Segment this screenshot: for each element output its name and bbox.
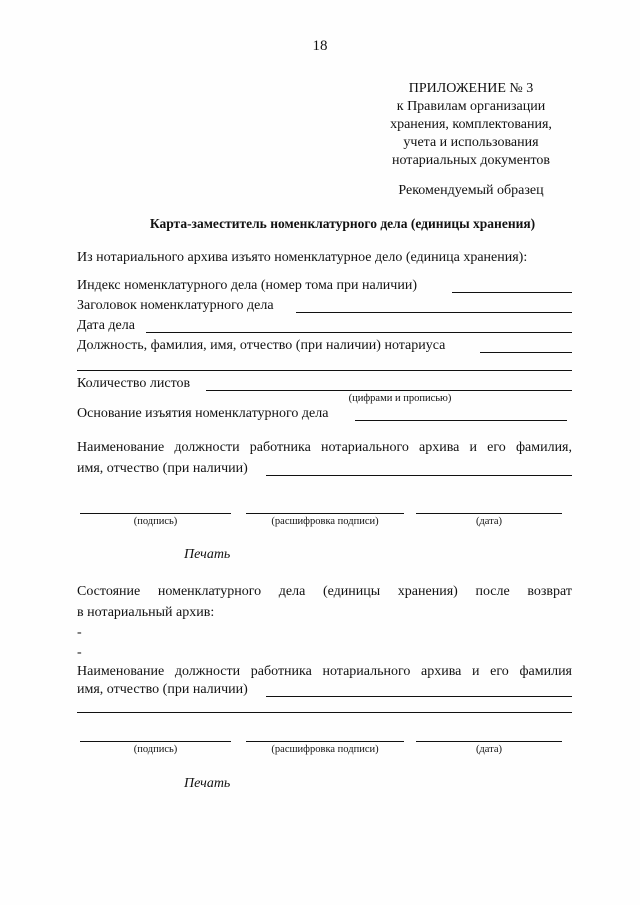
- stamp-label: Печать: [184, 776, 231, 791]
- appendix-heading: ПРИЛОЖЕНИЕ № 3: [408, 81, 534, 96]
- worker-name-fill-line[interactable]: [266, 474, 572, 476]
- signature-caption: (подпись): [133, 744, 178, 755]
- appendix-line: к Правилам организации: [396, 99, 546, 114]
- signature-date-line[interactable]: [416, 740, 562, 742]
- signature-date-caption: (дата): [475, 516, 503, 527]
- heading-label: Заголовок номенклатурного дела: [77, 298, 274, 313]
- signature-decode-caption: (расшифровка подписи): [271, 516, 379, 527]
- sample-note: Рекомендуемый образец: [398, 183, 544, 198]
- signature-line[interactable]: [80, 740, 231, 742]
- state-dash: -: [77, 625, 82, 640]
- stamp-label: Печать: [184, 547, 231, 562]
- state-line1: Состояние номенклатурного дела (единицы хранения) после возврат: [77, 584, 572, 599]
- sheets-label: Количество листов: [77, 376, 191, 391]
- appendix-line: хранения, комплектования,: [390, 117, 552, 132]
- date-label: Дата дела: [77, 318, 135, 333]
- page-number: 18: [312, 38, 328, 54]
- notary-label: Должность, фамилия, имя, отчество (при наличии) нотариуса: [77, 338, 446, 353]
- reason-fill-line[interactable]: [355, 419, 567, 421]
- signature-decode-line[interactable]: [246, 512, 404, 514]
- appendix-line: учета и использования: [403, 135, 539, 150]
- heading-fill-line[interactable]: [296, 311, 572, 313]
- state-line2: в нотариальный архив:: [77, 605, 215, 620]
- intro-text: Из нотариального архива изъято номенклатурное дело (единица хранения):: [77, 250, 528, 265]
- worker2-position-line2: имя, отчество (при наличии): [77, 682, 248, 697]
- notary-fill-line[interactable]: [480, 351, 572, 353]
- signature-caption: (подпись): [133, 516, 178, 527]
- signature-decode-line[interactable]: [246, 740, 404, 742]
- worker2-extra-line[interactable]: [77, 711, 572, 713]
- date-fill-line[interactable]: [146, 331, 572, 333]
- reason-label: Основание изъятия номенклатурного дела: [77, 406, 329, 421]
- sheets-hint: (цифрами и прописью): [348, 393, 452, 404]
- worker-position-line1: Наименование должности работника нотариального архива и его фамилия,: [77, 440, 572, 455]
- index-label: Индекс номенклатурного дела (номер тома при наличии): [77, 278, 417, 293]
- signature-date-caption: (дата): [475, 744, 503, 755]
- state-dash: -: [77, 645, 82, 660]
- signature-date-line[interactable]: [416, 512, 562, 514]
- appendix-line: нотариальных документов: [391, 153, 551, 168]
- notary-extra-line[interactable]: [77, 369, 572, 371]
- form-title: Карта-заместитель номенклатурного дела (единицы хранения): [149, 216, 536, 231]
- index-fill-line[interactable]: [452, 291, 572, 293]
- worker2-name-fill-line[interactable]: [266, 695, 572, 697]
- worker2-position-line1: Наименование должности работника нотариального архива и его фамилия: [77, 664, 572, 679]
- signature-line[interactable]: [80, 512, 231, 514]
- sheets-fill-line[interactable]: [206, 389, 572, 391]
- worker-position-line2: имя, отчество (при наличии): [77, 461, 248, 476]
- signature-decode-caption: (расшифровка подписи): [271, 744, 379, 755]
